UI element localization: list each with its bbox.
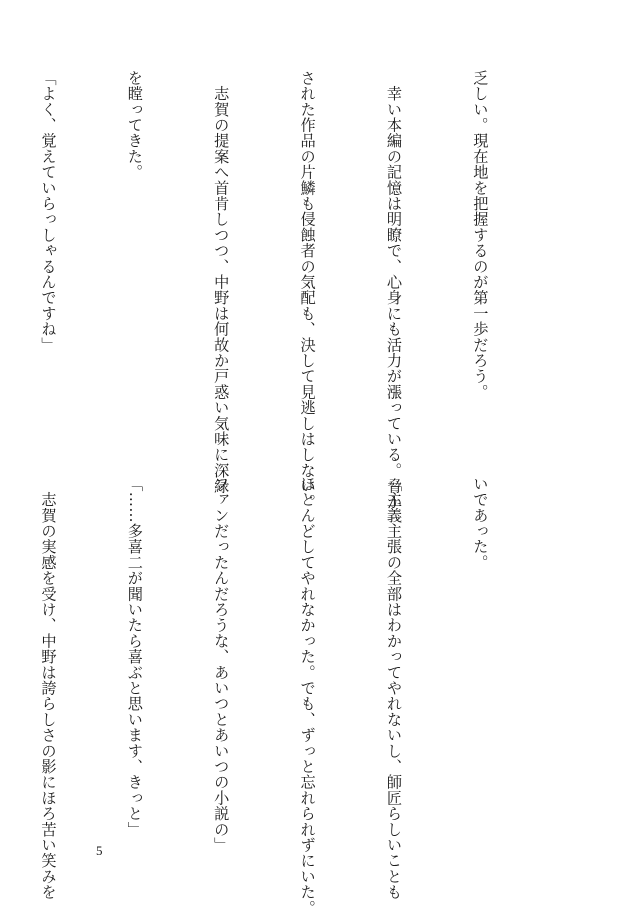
page-number: 5 (96, 843, 103, 858)
text-column: 乏しい。現在地を把握するのが第一歩だろう。 (471, 70, 490, 400)
text-column: 志賀の実感を受け、中野は誇らしさの影にほろ苦い笑みを (39, 476, 58, 900)
text-column: 「主義主張の全部はわかってやれないし、師匠らしいことも (385, 476, 404, 900)
text-column: 志賀の提案へ首肯しつつ、中野は何故か戸惑い気味に深緑 (212, 70, 231, 494)
text-block-bottom (0, 476, 552, 916)
text-block-top (0, 70, 552, 510)
text-column: された作品の片鱗も侵蝕者の気配も、決して見逃しはしない。 (298, 70, 317, 510)
text-column: 「よく、覚えていらっしゃるんですね」 (39, 70, 58, 353)
text-column: を瞠ってきた。 (125, 70, 144, 180)
text-column: いであった。 (471, 476, 490, 571)
text-column: 「……多喜二が聞いたら喜ぶと思います、きっと」 (125, 476, 144, 838)
text-column: 幸い本編の記憶は明瞭で、心身にも活力が漲っている。脅か (385, 70, 404, 510)
text-column: ほとんどしてやれなかった。でも、ずっと忘れられずにいた。 (298, 476, 317, 916)
text-column: ファンだったんだろうな、あいつとあいつの小説の」 (212, 476, 231, 853)
